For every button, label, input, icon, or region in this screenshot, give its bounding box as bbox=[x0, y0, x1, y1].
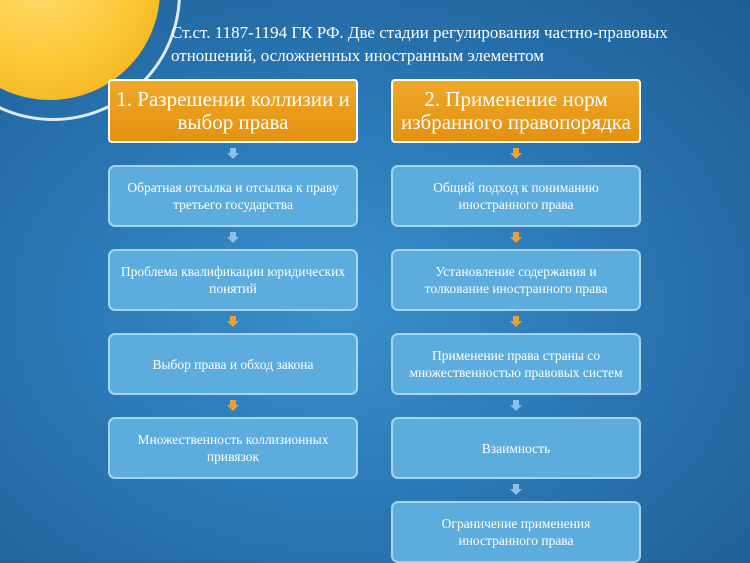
down-arrow-icon bbox=[108, 311, 358, 333]
left-step-1: Обратная отсылка и отсылка к праву третьего государства bbox=[108, 165, 358, 227]
down-arrow-icon bbox=[391, 395, 641, 417]
right-step-5: Ограничение применения иностранного права bbox=[391, 501, 641, 563]
down-arrow-icon bbox=[391, 143, 641, 165]
left-step-2: Проблема квалификации юридических понятий bbox=[108, 249, 358, 311]
right-step-4: Взаимность bbox=[391, 417, 641, 479]
right-column bbox=[391, 79, 641, 563]
right-header: 2. Применение норм избранного правопорядка bbox=[391, 79, 641, 143]
right-step-1: Общий подход к пониманию иностранного права bbox=[391, 165, 641, 227]
left-step-3: Выбор права и обход закона bbox=[108, 333, 358, 395]
down-arrow-icon bbox=[108, 395, 358, 417]
left-column bbox=[108, 79, 358, 479]
left-header: 1. Разрешении коллизии и выбор права bbox=[108, 79, 358, 143]
down-arrow-icon bbox=[391, 479, 641, 501]
down-arrow-icon bbox=[108, 227, 358, 249]
right-step-2: Установление содержания и толкование иностранного права bbox=[391, 249, 641, 311]
left-step-4: Множественность коллизионных привязок bbox=[108, 417, 358, 479]
down-arrow-icon bbox=[391, 311, 641, 333]
right-step-3: Применение права страны со множественностью правовых систем bbox=[391, 333, 641, 395]
down-arrow-icon bbox=[108, 143, 358, 165]
down-arrow-icon bbox=[391, 227, 641, 249]
slide-title: Ст.ст. 1187-1194 ГК РФ. Две стадии регулирования частно-правовых отношений, осложненных иностранным элементом bbox=[171, 23, 668, 65]
